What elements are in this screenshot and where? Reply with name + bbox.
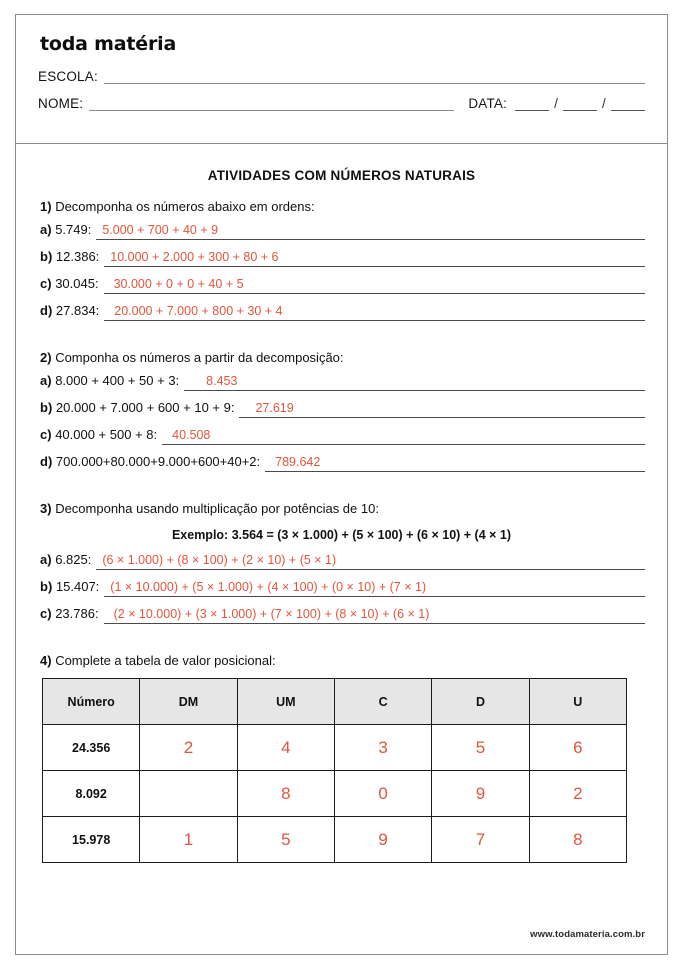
row-0-d[interactable]: 5: [432, 725, 529, 771]
section-2: [38, 350, 645, 472]
item-1c: [40, 276, 645, 294]
table-header-u: U: [529, 679, 626, 725]
name-label: NOME:: [38, 96, 84, 111]
item-3a-answer-slot[interactable]: [96, 552, 645, 570]
item-1b-answer-slot[interactable]: [104, 249, 645, 267]
section-1-marker: 1): [40, 199, 52, 214]
worksheet-sheet: [15, 14, 668, 955]
item-1b-marker: b): [40, 249, 53, 264]
item-1c-label: [40, 276, 104, 291]
section-3-marker: 3): [40, 501, 52, 516]
item-1d: [40, 303, 645, 321]
section-4: [38, 653, 645, 863]
item-2d-answer-slot[interactable]: [265, 454, 645, 472]
worksheet-body: [16, 144, 667, 863]
item-3b-label: [40, 579, 104, 594]
date-year-slot[interactable]: [611, 98, 645, 111]
item-3c-question: 23.786:: [55, 606, 99, 621]
section-1-prompt-text: Decomponha os números abaixo em ordens:: [55, 199, 315, 214]
school-label: ESCOLA:: [38, 69, 98, 84]
spacer-2: [38, 481, 645, 501]
section-1: [38, 199, 645, 321]
item-1a-answer-slot[interactable]: [96, 222, 645, 240]
table-header-row: [43, 679, 627, 725]
table-head: [43, 679, 627, 725]
item-3b-answer-slot[interactable]: [104, 579, 645, 597]
table-header-numero: Número: [43, 679, 140, 725]
section-2-prompt: [40, 350, 645, 365]
item-3c-answer-slot[interactable]: [104, 606, 645, 624]
item-2d: [40, 454, 645, 472]
item-2b-answer: 27.619: [255, 401, 294, 415]
school-field-row: [38, 69, 645, 84]
section-3: [38, 501, 645, 624]
table-header-d: D: [432, 679, 529, 725]
item-2d-question: 700.000+80.000+9.000+600+40+2:: [55, 454, 261, 469]
row-0-u[interactable]: 6: [529, 725, 626, 771]
item-1d-answer: 20.000 + 7.000 + 800 + 30 + 4: [114, 304, 283, 318]
row-2-dm[interactable]: 1: [140, 817, 237, 863]
item-3a-question: 6.825:: [55, 552, 92, 567]
item-3b: [40, 579, 645, 597]
table-header-c: C: [334, 679, 431, 725]
section-4-prompt: [40, 653, 645, 668]
item-1a-marker: a): [40, 222, 52, 237]
item-1a-question: 5.749:: [55, 222, 92, 237]
row-2-number: 15.978: [43, 817, 140, 863]
item-1d-label: [40, 303, 104, 318]
date-label: DATA:: [468, 96, 508, 111]
item-1d-marker: d): [40, 303, 53, 318]
table-header-dm: DM: [140, 679, 237, 725]
item-1a: [40, 222, 645, 240]
row-1-u[interactable]: 2: [529, 771, 626, 817]
date-day-slot[interactable]: [515, 98, 549, 111]
brand-logo: toda matéria: [40, 33, 177, 55]
item-3a: [40, 552, 645, 570]
item-2a-question: 8.000 + 400 + 50 + 3:: [55, 373, 180, 388]
row-0-number: 24.356: [43, 725, 140, 771]
item-1b-label: [40, 249, 104, 264]
item-2b-label: [40, 400, 239, 415]
item-1c-answer-slot[interactable]: [104, 276, 645, 294]
item-1c-answer: 30.000 + 0 + 0 + 40 + 5: [113, 277, 244, 291]
section-4-marker: 4): [40, 653, 52, 668]
item-2c-answer-slot[interactable]: [162, 427, 645, 445]
item-1d-answer-slot[interactable]: [104, 303, 645, 321]
item-2b-question: 20.000 + 7.000 + 600 + 10 + 9:: [55, 400, 235, 415]
item-2a-marker: a): [40, 373, 52, 388]
item-1b-answer: 10.000 + 2.000 + 300 + 80 + 6: [110, 250, 279, 264]
section-4-prompt-text: Complete a tabela de valor posicional:: [55, 653, 276, 668]
page-title: ATIVIDADES COM NÚMEROS NATURAIS: [207, 168, 476, 183]
item-2c-label: [40, 427, 162, 442]
item-2d-label: [40, 454, 265, 469]
row-2-um[interactable]: 5: [237, 817, 334, 863]
item-1a-answer: 5.000 + 700 + 40 + 9: [102, 223, 219, 237]
item-3b-answer: (1 × 10.000) + (5 × 1.000) + (4 × 100) + (0 × 10) + (7 × 1): [110, 580, 427, 594]
name-date-field-row: [38, 96, 645, 111]
item-2a-label: [40, 373, 184, 388]
worksheet-header: [16, 15, 667, 144]
row-2-c[interactable]: 9: [334, 817, 431, 863]
item-1d-question: 27.834:: [55, 303, 100, 318]
row-0-um[interactable]: 4: [237, 725, 334, 771]
item-3a-answer: (6 × 1.000) + (8 × 100) + (2 × 10) + (5 × 1): [102, 553, 337, 567]
positional-value-table-wrap: [42, 678, 645, 863]
item-3a-label: [40, 552, 96, 567]
item-1c-question: 30.045:: [55, 276, 99, 291]
item-2b-marker: b): [40, 400, 53, 415]
row-2-u[interactable]: 8: [529, 817, 626, 863]
item-3c: [40, 606, 645, 624]
spacer-1: [38, 330, 645, 350]
item-2c-marker: c): [40, 427, 52, 442]
item-2b-answer-slot[interactable]: [239, 400, 645, 418]
section-2-prompt-text: Componha os números a partir da decomposição:: [55, 350, 344, 365]
row-1-d[interactable]: 9: [432, 771, 529, 817]
section-2-marker: 2): [40, 350, 52, 365]
item-1c-marker: c): [40, 276, 52, 291]
section-3-prompt: [40, 501, 645, 516]
item-2c-question: 40.000 + 500 + 8:: [55, 427, 158, 442]
item-2b: [40, 400, 645, 418]
item-2c: [40, 427, 645, 445]
item-1b-question: 12.386:: [55, 249, 100, 264]
row-1-number: 8.092: [43, 771, 140, 817]
website-footer: www.todamateria.com.br: [530, 929, 645, 940]
row-1-um[interactable]: 8: [237, 771, 334, 817]
item-3c-label: [40, 606, 104, 621]
item-1a-label: [40, 222, 96, 237]
row-2-d[interactable]: 7: [432, 817, 529, 863]
table-row: [43, 817, 627, 863]
item-2a-answer-slot[interactable]: [184, 373, 645, 391]
item-3c-answer: (2 × 10.000) + (3 × 1.000) + (7 × 100) + (8 × 10) + (6 × 1): [113, 607, 430, 621]
row-0-c[interactable]: 3: [334, 725, 431, 771]
item-3b-question: 15.407:: [55, 579, 100, 594]
row-1-dm[interactable]: [140, 771, 237, 817]
item-2d-marker: d): [40, 454, 53, 469]
date-separator-2: /: [602, 96, 606, 111]
name-input-rule[interactable]: [89, 98, 454, 111]
table-row: [43, 771, 627, 817]
item-1b: [40, 249, 645, 267]
row-1-c[interactable]: 0: [334, 771, 431, 817]
item-3c-marker: c): [40, 606, 52, 621]
table-body: [43, 725, 627, 863]
row-0-dm[interactable]: 2: [140, 725, 237, 771]
date-separator-1: /: [554, 96, 559, 111]
item-2c-answer: 40.508: [172, 428, 211, 442]
date-month-slot[interactable]: [563, 98, 597, 111]
table-header-um: UM: [237, 679, 334, 725]
item-2a: [40, 373, 645, 391]
date-field-group: [454, 96, 645, 111]
school-input-rule[interactable]: [104, 71, 645, 84]
table-row: [43, 725, 627, 771]
section-3-prompt-text: Decomponha usando multiplicação por potências de 10:: [55, 501, 379, 516]
item-3b-marker: b): [40, 579, 53, 594]
spacer-3: [38, 633, 645, 653]
item-2d-answer: 789.642: [275, 455, 321, 469]
section-3-example: Exemplo: 3.564 = (3 × 1.000) + (5 × 100) + (6 × 10) + (4 × 1): [171, 528, 512, 542]
positional-value-table: [42, 678, 627, 863]
item-2a-answer: 8.453: [206, 374, 238, 388]
section-1-prompt: [40, 199, 645, 214]
item-3a-marker: a): [40, 552, 52, 567]
